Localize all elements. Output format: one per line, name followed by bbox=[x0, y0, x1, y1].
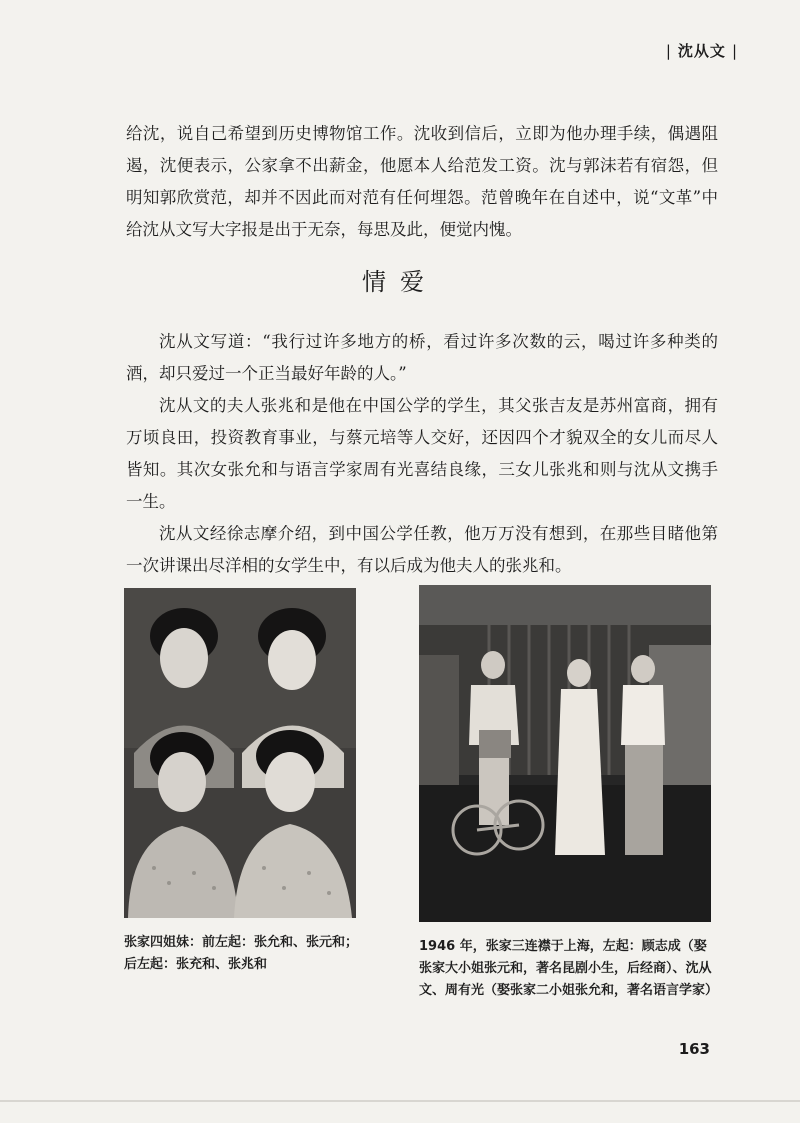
paragraph: 给沈，说自己希望到历史博物馆工作。沈收到信后，立即为他办理手续，偶遇阻遏，沈便表示，公家拿不出薪金，他愿本人给范发工资。沈与郭沫若有宿怨，但明知郭欣赏范，却并不因此而对范有任何埋怨。范曾晚年在自述中，说“文革”中给沈从文写大字报是出于无奈，每思及此，便觉内愧。 bbox=[126, 124, 718, 239]
continued-text bbox=[126, 118, 718, 246]
section-title: 情爱 bbox=[362, 268, 438, 296]
caption-right: 1946 年，张家三连襟于上海，左起：顾志成（娶张家大小姐张元和，著名昆剧小生，后经商）、沈从文、周有光（娶张家二小姐张允和，著名语言学家） bbox=[419, 939, 719, 998]
running-head-title: 沈从文 bbox=[677, 42, 726, 60]
photo-three-brothers-in-law bbox=[419, 585, 711, 922]
page-number: 163 bbox=[678, 1040, 710, 1058]
caption-left: 张家四姐妹：前左起：张允和、张元和；后左起：张充和、张兆和 bbox=[124, 935, 359, 972]
running-head bbox=[660, 40, 744, 61]
running-head-bar-right: | bbox=[731, 42, 738, 60]
paragraph: 沈从文的夫人张兆和是他在中国公学的学生，其父张吉友是苏州富商，拥有万顷良田，投资教育事业，与蔡元培等人交好，还因四个才貌双全的女儿而尽人皆知。其次女张允和与语言学家周有光喜结良缘，三女儿张兆和则与沈从文携手一生。 bbox=[126, 396, 718, 511]
paragraph: 沈从文写道：“我行过许多地方的桥，看过许多次数的云，喝过许多种类的酒，却只爱过一个正当最好年龄的人。” bbox=[126, 332, 718, 383]
section-text bbox=[126, 326, 718, 582]
scan-edge-line bbox=[0, 1100, 800, 1102]
paragraph: 沈从文经徐志摩介绍，到中国公学任教，他万万没有想到，在那些目睹他第一次讲课出尽洋相的女学生中，有以后成为他夫人的张兆和。 bbox=[126, 524, 718, 575]
photo-four-sisters bbox=[124, 588, 356, 918]
running-head-bar-left: | bbox=[665, 42, 672, 60]
